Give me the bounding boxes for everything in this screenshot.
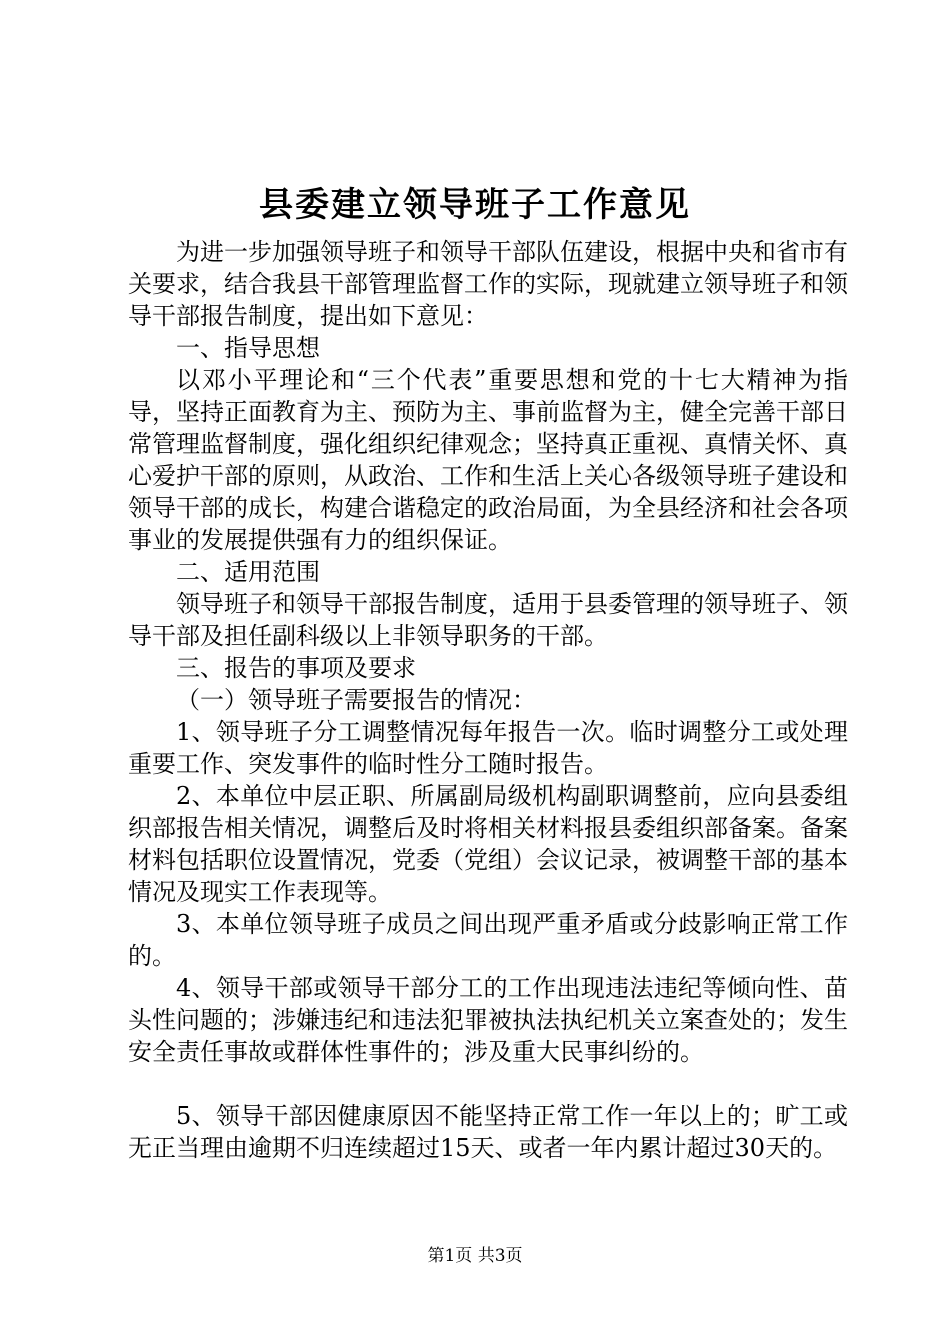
- list-item-1: 1、领导班子分工调整情况每年报告一次。临时调整分工或处理重要工作、突发事件的临时性分工随时报告。: [128, 718, 848, 778]
- section-heading-scope: 二、适用范围: [176, 558, 320, 586]
- document-body: [128, 236, 848, 1164]
- scope-paragraph: 领导班子和领导干部报告制度，适用于县委管理的领导班子、领导干部及担任副科级以上非领导职务的干部。: [128, 590, 848, 650]
- intro-paragraph: 为进一步加强领导班子和领导干部队伍建设，根据中央和省市有关要求，结合我县干部管理监督工作的实际，现就建立领导班子和领导干部报告制度，提出如下意见：: [128, 238, 848, 330]
- list-item-5: 5、领导干部因健康原因不能坚持正常工作一年以上的；旷工或无正当理由逾期不归连续超过15天、或者一年内累计超过30天的。: [128, 1102, 848, 1162]
- page-number-footer: 第1页 共3页: [427, 1246, 523, 1266]
- section-heading-guiding-ideology: 一、指导思想: [176, 334, 320, 362]
- list-item-3: 3、本单位领导班子成员之间出现严重矛盾或分歧影响正常工作的。: [128, 910, 848, 970]
- document-title: 县委建立领导班子工作意见: [259, 185, 691, 225]
- subsection-heading-leadership-team: （一）领导班子需要报告的情况：: [176, 686, 536, 714]
- guiding-ideology-paragraph: 以邓小平理论和“三个代表”重要思想和党的十七大精神为指导，坚持正面教育为主、预防为主、事前监督为主，健全完善干部日常管理监督制度，强化组织纪律观念；坚持真正重视、真情关怀、真心爱护干部的原则，从政治、工作和生活上关心各级领导班子建设和领导干部的成长，构建合谐稳定的政治局面，为全县经济和社会各项事业的发展提供强有力的组织保证。: [128, 366, 848, 554]
- list-item-4: 4、领导干部或领导干部分工的工作出现违法违纪等倾向性、苗头性问题的；涉嫌违纪和违法犯罪被执法执纪机关立案查处的；发生安全责任事故或群体性事件的；涉及重大民事纠纷的。: [128, 974, 848, 1066]
- section-heading-reporting-matters: 三、报告的事项及要求: [176, 654, 416, 682]
- list-item-2: 2、本单位中层正职、所属副局级机构副职调整前，应向县委组织部报告相关情况，调整后及时将相关材料报县委组织部备案。备案材料包括职位设置情况，党委（党组）会议记录，被调整干部的基本情况及现实工作表现等。: [128, 782, 848, 906]
